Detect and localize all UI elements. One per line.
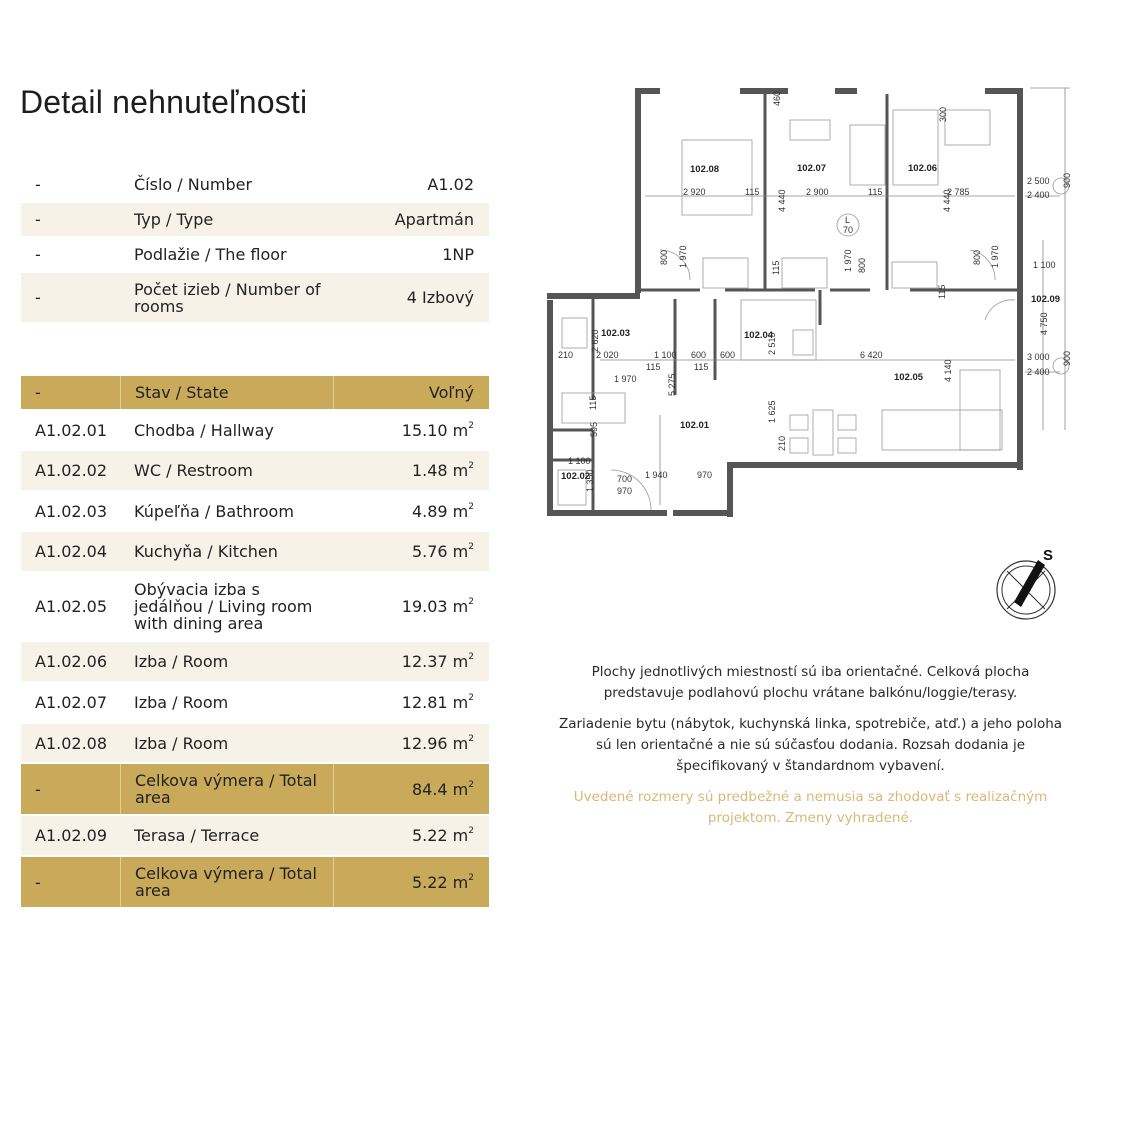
dim-label: 115: [694, 362, 709, 372]
dim-label: 1 970: [990, 245, 1000, 268]
dim-label: 4 440: [777, 189, 787, 212]
dim-label: 970: [697, 470, 713, 480]
rooms-table: [21, 376, 489, 909]
dim-label: 115: [771, 260, 781, 275]
info-row-number: [21, 168, 489, 203]
row-label: Počet izieb / Number of rooms: [134, 279, 321, 316]
row-code: A1.02.09: [35, 826, 108, 845]
row-value: 4 Izbový: [406, 288, 474, 307]
row-label: Chodba / Hallway: [134, 420, 274, 440]
room-label: 102.06: [908, 163, 938, 174]
room-row: [21, 411, 489, 451]
dim-label: 900: [1062, 172, 1072, 188]
dim-label: 115: [588, 395, 598, 410]
row-label: Kúpeľňa / Bathroom: [134, 501, 294, 521]
room-row: [21, 451, 489, 492]
dim-label: 595: [589, 421, 599, 437]
row-value: 1NP: [442, 245, 474, 264]
row-value: 4.89 $m^2$: [411, 501, 474, 521]
dim-label: 1 940: [645, 470, 668, 480]
dim-label: 900: [1062, 350, 1072, 366]
row-code: -: [35, 175, 41, 194]
notes: [553, 662, 1068, 839]
outer-walls: [547, 88, 1023, 517]
dim-label: 300: [938, 106, 948, 122]
row-value: 84.4 $m^2$: [411, 779, 474, 799]
row-label: Celkova výmera / Total area: [120, 764, 334, 814]
room-row: [21, 683, 489, 724]
dim-label: 210: [558, 350, 574, 360]
row-code: -: [35, 383, 41, 402]
row-label: Celkova výmera / Total area: [120, 857, 334, 907]
row-code: A1.02.04: [35, 542, 108, 561]
dim-label: 115: [745, 187, 760, 197]
dim-label: 1 100: [1033, 260, 1056, 270]
room-label: 102.05: [894, 372, 924, 383]
room-row: [21, 532, 489, 573]
dim-label: 2 020: [596, 350, 619, 360]
info-row-type: [21, 203, 489, 238]
row-value: 5.76 $m^2$: [411, 542, 474, 561]
row-value: 15.10 $m^2$: [401, 420, 474, 440]
dimension-lines: [600, 88, 1070, 505]
row-label: Kuchyňa / Kitchen: [134, 542, 278, 561]
row-label: Stav / State: [120, 376, 334, 409]
row-value: Apartmán: [394, 210, 474, 229]
dim-label: 5 275: [667, 373, 677, 396]
row-label: WC / Restroom: [134, 461, 253, 480]
row-label: Izba / Room: [134, 693, 229, 712]
row-value: 1.48 $m^2$: [411, 461, 474, 480]
row-value: 19.03 $m^2$: [401, 597, 474, 616]
dim-label: 1 970: [614, 374, 637, 384]
dim-label: 6 420: [860, 350, 883, 360]
row-value: 12.96 $m^2$: [401, 733, 474, 753]
row-value: A1.02: [427, 175, 474, 194]
dim-label: 1 100: [654, 350, 677, 360]
dim-label: 1 970: [843, 249, 853, 272]
dim-label: 70: [843, 225, 854, 235]
room-row: [21, 492, 489, 532]
compass-label: S: [1043, 547, 1054, 564]
info-table: [21, 168, 489, 324]
dim-label: 2 900: [806, 187, 829, 197]
row-code: A1.02.03: [35, 501, 108, 521]
row-label: Podlažie / The floor: [134, 245, 287, 264]
row-code: -: [35, 872, 41, 892]
row-code: -: [35, 288, 41, 307]
note-dimensions: Uvedené rozmery sú predbežné a nemusia sa zhodovať s realizačným projektom. Zmeny vyhradené.: [573, 789, 1048, 826]
room-row: [21, 573, 489, 642]
dim-label: 210: [777, 435, 787, 451]
dim-label: 600: [720, 350, 736, 360]
terrace-row: [21, 816, 489, 857]
row-label: Izba / Room: [134, 733, 229, 753]
compass-icon: [993, 545, 1068, 625]
row-label: Izba / Room: [134, 652, 229, 671]
dim-label: 2 400: [1027, 367, 1050, 377]
info-row-floor: [21, 238, 489, 273]
row-code: -: [35, 245, 41, 264]
room-row: [21, 724, 489, 764]
dim-label: 460: [772, 90, 782, 106]
row-code: A1.02.01: [35, 420, 108, 440]
dim-label: 2 620: [590, 329, 600, 352]
state-row: [21, 376, 489, 411]
dim-label: 800: [857, 257, 867, 273]
dim-label: 2 920: [683, 187, 706, 197]
dim-label: 115: [646, 362, 661, 372]
dim-label: 2 500: [1027, 176, 1050, 186]
dim-label: 4 750: [1039, 312, 1049, 335]
room-label: 102.02: [561, 471, 591, 482]
row-value: 12.37 $m^2$: [401, 652, 474, 671]
row-code: -: [35, 210, 41, 229]
row-code: A1.02.02: [35, 461, 108, 480]
dim-label: 3 000: [1027, 352, 1050, 362]
room-label: 102.07: [797, 163, 827, 174]
room-label: 102.01: [680, 420, 710, 431]
dim-label: 970: [617, 486, 633, 496]
terrace-total-row: [21, 857, 489, 909]
dim-label: 1 970: [678, 245, 688, 268]
row-code: A1.02.05: [35, 597, 108, 616]
dim-label: 115: [868, 187, 883, 197]
row-label: Obývacia izba s jedálňou / Living room with dining area: [134, 580, 313, 633]
dim-label: 1 625: [767, 400, 777, 423]
total-row: [21, 764, 489, 816]
note-area: Plochy jednotlivých miestností sú iba orientačné. Celková plocha predstavuje podlahovú plochu vrátane balkónu/loggie/terasy.: [591, 664, 1030, 701]
page-title: Detail nehnuteľnosti: [20, 84, 308, 120]
dim-label: 4 140: [943, 359, 953, 382]
dim-label: 2 400: [1027, 190, 1050, 200]
note-furniture: Zariadenie bytu (nábytok, kuchynská linka, spotrebiče, atď.) a jeho poloha sú len orientačné a nie sú súčasťou dodania. Rozsah dodania je špecifikovaný v štandardnom vybavení.: [558, 716, 1063, 774]
row-label: Terasa / Terrace: [134, 826, 260, 845]
info-row-rooms: [21, 273, 489, 324]
dim-label: 4 440: [942, 189, 952, 212]
dim-label: 700: [617, 474, 633, 484]
floor-plan: [545, 85, 1075, 520]
row-code: -: [35, 779, 41, 799]
row-label: Typ / Type: [134, 210, 214, 229]
room-label: 102.09: [1031, 294, 1061, 305]
row-value: 12.81 $m^2$: [401, 693, 474, 712]
dim-label: 800: [659, 249, 669, 265]
row-label: Číslo / Number: [134, 175, 253, 194]
dim-label: 1 100: [568, 456, 591, 466]
dim-label: 115: [937, 284, 947, 299]
dim-label: 2 515: [767, 332, 777, 355]
dim-label: 800: [972, 249, 982, 265]
room-row: [21, 642, 489, 683]
dim-label: 600: [691, 350, 707, 360]
row-code: A1.02.08: [35, 733, 108, 753]
row-code: A1.02.06: [35, 652, 108, 671]
room-label: 102.03: [601, 328, 631, 339]
dim-label: 2 785: [947, 187, 970, 197]
row-value: 5.22 $m^2$: [411, 826, 474, 845]
dim-label: L: [845, 215, 851, 225]
room-label: 102.08: [690, 164, 720, 175]
room-label: 102.04: [744, 330, 774, 341]
dim-label: 1 350: [585, 469, 595, 492]
row-value: Voľný: [428, 383, 474, 402]
row-code: A1.02.07: [35, 693, 108, 712]
row-value: 5.22 $m^2$: [411, 872, 474, 892]
